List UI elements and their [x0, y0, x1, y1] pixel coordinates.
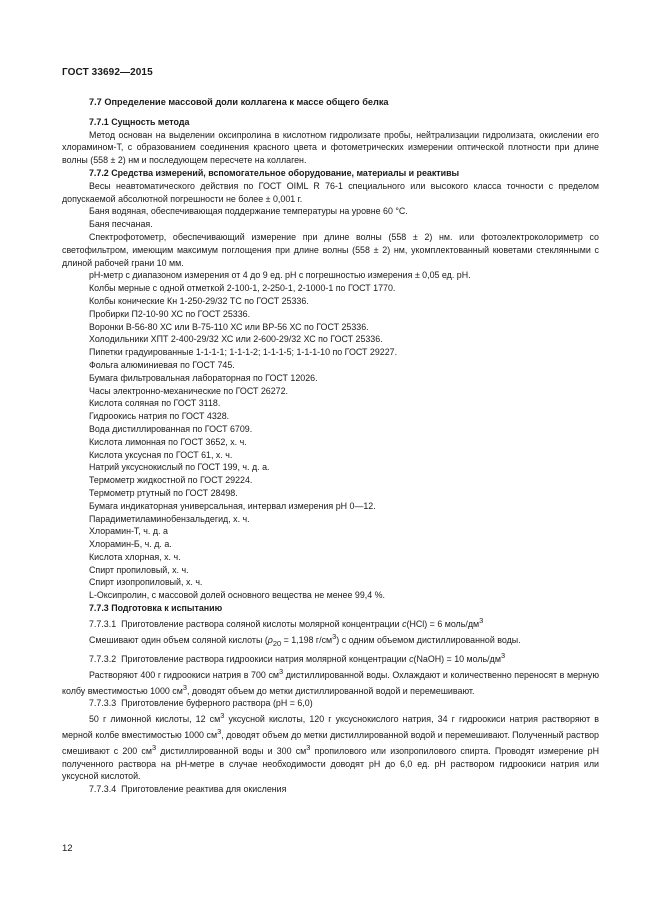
- equipment-list-item: Хлорамин-Б, ч. д. а.: [89, 539, 172, 550]
- clause-number: 7.7.3.1: [89, 618, 117, 629]
- superscript: 3: [500, 651, 506, 661]
- section-7-7-3-3-text: [62, 710, 599, 783]
- equipment-list: [62, 180, 599, 602]
- equipment-list-item: Фольга алюминиевая по ГОСТ 745.: [89, 359, 235, 370]
- equipment-list-item: Воронки В-56-80 ХС или В-75-110 ХС или ВР-56 ХС по ГОСТ 25336.: [89, 321, 369, 332]
- document-code-header: ГОСТ 33692—2015: [62, 67, 153, 78]
- equipment-list-item: Кислота соляная по ГОСТ 3118.: [89, 398, 221, 409]
- equipment-list-item: Кислота хлорная, х. ч.: [89, 551, 181, 562]
- text-run: пропилового или изопропилового спирта. Проводят измерение pH полученного раствора на pH-метре в случае необходимости доводят pH до 6,0 ед. pH раствором гидроокиси натрия или уксусной кислотой.: [62, 745, 600, 782]
- concentration-symbol: c: [402, 618, 407, 629]
- section-7-7-3-4-heading: [62, 783, 599, 796]
- superscript: 3: [217, 727, 222, 737]
- text-run: дистиллированной воды и 300 см: [156, 745, 307, 756]
- section-7-7-3-1-heading: [62, 615, 599, 631]
- text-run: = 1,198 г/см: [281, 634, 333, 645]
- section-7-7-3-2-heading: [62, 650, 599, 666]
- concentration-symbol: c: [409, 654, 414, 665]
- page-number: 12: [62, 843, 73, 854]
- text-run: ) с одним объемом дистиллированной воды.: [336, 634, 521, 645]
- equipment-list-item: Холодильники ХПТ 2-400-29/32 ХС или 2-600-29/32 ХС по ГОСТ 25336.: [89, 334, 383, 345]
- section-7-7-1-text: Метод основан на выделении оксипролина в кислотном гидролизате пробы, нейтрализации гидролизата, окислении его хлорамином-Т, с образованием соединения красного цвета и фотометрических измерении оптической плотности при длине волны (558 ± 2) нм и последующем пересчете на коллаген.: [62, 129, 599, 166]
- text-run: , доводят объем до метки дистиллированной водой и перемешивают. Полученный раствор смешивают с 200 см: [62, 730, 599, 756]
- equipment-list-item: Вода дистиллированная по ГОСТ 6709.: [89, 423, 253, 434]
- clause-title-formula: (NaOH) = 10 моль/дм: [413, 654, 501, 665]
- equipment-list-item: Натрий уксуснокислый по ГОСТ 199, ч. д. а.: [89, 462, 270, 473]
- section-7-7-2-heading: 7.7.2 Средства измерений, вспомогательное оборудование, материалы и реактивы: [89, 167, 460, 178]
- equipment-list-item: Спектрофотометр, обеспечивающий измерение при длине волны (558 ± 2) нм. или фотоэлектроколориметр со светофильтром, имеющим максимум поглощения при длине волны (558 ± 2) нм, укомплектованный кюветами стеклянными с длиной рабочей грани 10 мм.: [62, 231, 599, 268]
- section-7-7-3-2-text: [62, 666, 599, 698]
- equipment-list-item: Спирт изопропиловый, х. ч.: [89, 577, 203, 588]
- text-run: , доводят объем до метки дистиллированной водой и перемешивают.: [186, 685, 475, 696]
- section-7-7-1-heading: 7.7.1 Сущность метода: [89, 116, 190, 127]
- equipment-list-item: Часы электронно-механические по ГОСТ 26272.: [89, 385, 288, 396]
- equipment-list-item: Колбы мерные с одной отметкой 2-100-1, 2-250-1, 2-1000-1 по ГОСТ 1770.: [89, 283, 396, 294]
- density-symbol: ρ: [267, 634, 273, 645]
- equipment-list-item: Баня песчаная.: [89, 219, 153, 230]
- equipment-list-item: Кислота уксусная по ГОСТ 61, х. ч.: [89, 449, 233, 460]
- superscript: 3: [182, 682, 187, 692]
- equipment-list-item: Кислота лимонная по ГОСТ 3652, х. ч.: [89, 436, 247, 447]
- equipment-list-item: L-Оксипролин, с массовой долей основного вещества не менее 99,4 %.: [89, 590, 385, 601]
- equipment-list-item: Хлорамин-Т, ч. д. а: [89, 526, 168, 537]
- superscript: 3: [151, 742, 157, 752]
- section-7-7-3-1-text: [62, 631, 599, 651]
- equipment-list-item: pH-метр с диапазоном измерения от 4 до 9 ед. pH с погрешностью измерения ± 0,05 ед. pH.: [89, 270, 471, 281]
- text-run: дистиллированной воды. Охлаждают и количественно переносят в мерную колбу вместимостью 1000 см: [62, 669, 599, 696]
- page-content: [62, 96, 599, 796]
- text-run: уксусной кислоты, 120 г уксуснокислого натрия, 34 г гидроокиси натрия растворяют в мерной колбе вместимостью 1000 см: [62, 714, 599, 741]
- equipment-list-item: Парадиметиламинобензальдегид, х. ч.: [89, 513, 250, 524]
- clause-number: 7.7.3.3: [89, 698, 117, 709]
- text-run: Растворяют 400 г гидроокиси натрия в 700 см: [89, 669, 279, 680]
- clause-number: 7.7.3.2: [89, 654, 117, 665]
- clause-number: 7.7.3.4: [89, 784, 117, 795]
- clause-title: Приготовление буферного раствора (pH = 6,0): [121, 698, 313, 709]
- subscript: 20: [272, 638, 282, 648]
- equipment-list-item: Бумага фильтровальная лабораторная по ГОСТ 12026.: [89, 372, 318, 383]
- equipment-list-item: Весы неавтоматического действия по ГОСТ OIML R 76-1 специального или высокого класса точности с пределом допускаемой абсолютной погрешности не более ± 0,001 г.: [62, 180, 599, 204]
- equipment-list-item: Термометр ртутный по ГОСТ 28498.: [89, 487, 238, 498]
- superscript: 3: [306, 742, 311, 752]
- equipment-list-item: Баня водяная, обеспечивающая поддержание температуры на уровне 60 °С.: [89, 206, 408, 217]
- text-run: 50 г лимонной кислоты, 12 см: [89, 714, 221, 725]
- equipment-list-item: Термометр жидкостной по ГОСТ 29224.: [89, 475, 253, 486]
- section-7-7-3-3-heading: [62, 697, 599, 710]
- superscript: 3: [332, 631, 337, 641]
- clause-title: Приготовление раствора гидроокиси натрия молярной концентрации: [121, 654, 410, 665]
- clause-title: Приготовление реактива для окисления: [121, 784, 287, 795]
- equipment-list-item: Колбы конические Кн 1-250-29/32 ТС по ГОСТ 25336.: [89, 295, 309, 306]
- equipment-list-item: Бумага индикаторная универсальная, интервал измерения pH 0—12.: [89, 500, 376, 511]
- equipment-list-item: Гидроокись натрия по ГОСТ 4328.: [89, 411, 230, 422]
- superscript: 3: [479, 615, 484, 625]
- equipment-list-item: Пробирки П2-10-90 ХС по ГОСТ 25336.: [89, 308, 251, 319]
- equipment-list-item: Спирт пропиловый, х. ч.: [89, 564, 189, 575]
- section-7-7-3-heading: 7.7.3 Подготовка к испытанию: [89, 603, 223, 614]
- clause-title-formula: (HCl) = 6 моль/дм: [406, 618, 480, 629]
- section-7-7-heading: 7.7 Определение массовой доли коллагена к массе общего белка: [89, 97, 389, 107]
- superscript: 3: [220, 711, 225, 721]
- text-run: Смешивают один объем соляной кислоты (: [89, 634, 268, 645]
- equipment-list-item: Пипетки градуированные 1-1-1-1; 1-1-1-2; 1-1-1-5; 1-1-1-10 по ГОСТ 29227.: [89, 347, 398, 358]
- clause-title: Приготовление раствора соляной кислоты молярной концентрации: [121, 618, 403, 629]
- superscript: 3: [279, 666, 284, 676]
